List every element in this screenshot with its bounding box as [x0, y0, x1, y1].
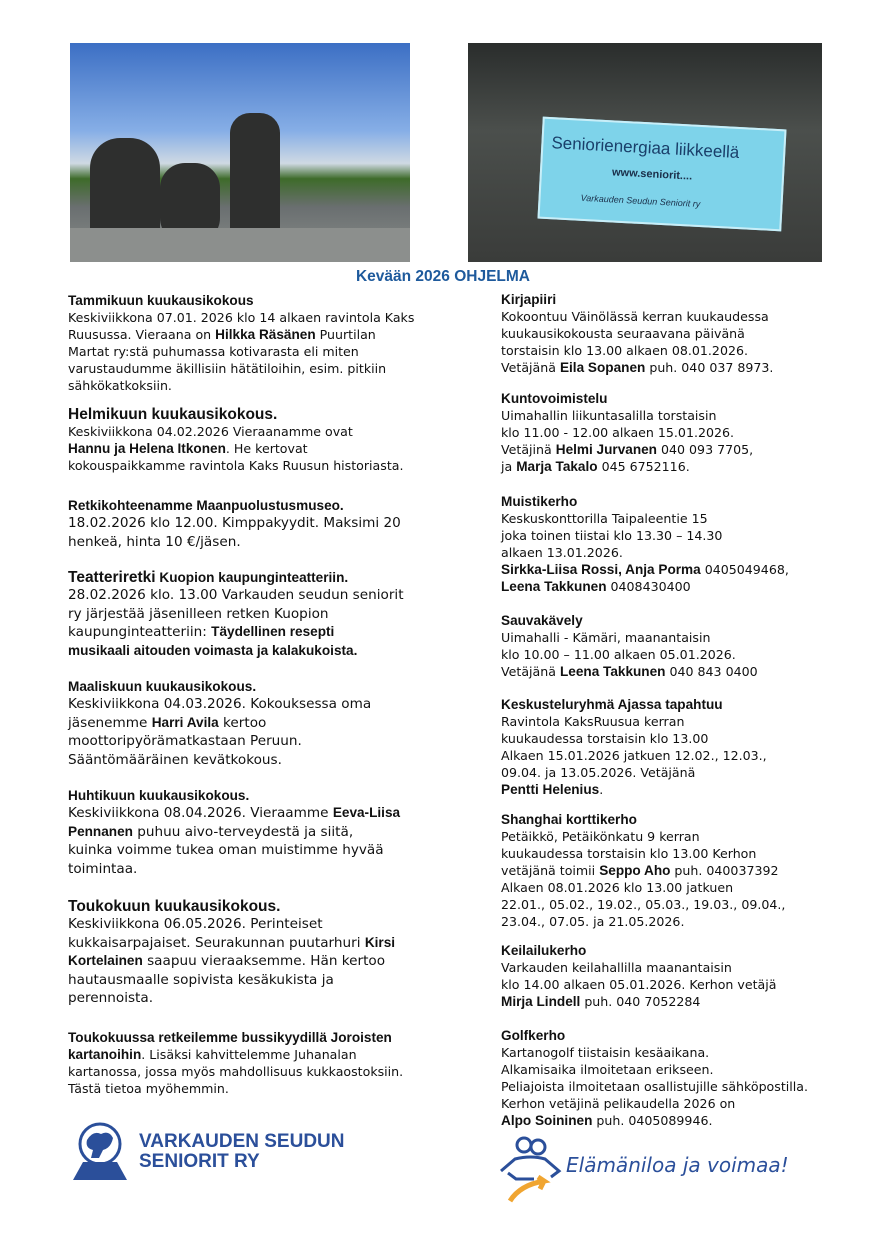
statue-photo [70, 43, 410, 262]
section-text-line [501, 913, 876, 930]
section-text-line [68, 586, 498, 605]
text: saapuu vieraaksemme. Hän kertoo [142, 953, 386, 969]
text: 040 093 7705, [657, 442, 754, 457]
text: Keskiviikkona 07.01. 2026 klo 14 alkaen ravintola Kaks [68, 310, 415, 325]
section-text-line [501, 359, 876, 376]
bold-text: Mirja Lindell [501, 994, 581, 1009]
section-text-line [501, 527, 876, 544]
section-text-line [501, 1061, 876, 1078]
text: hautausmaalle sopivista kesäkukista ja [68, 971, 334, 988]
section-heading [68, 1029, 498, 1046]
text: puh. 0405089946. [592, 1113, 713, 1128]
text: Alkaen 15.01.2026 jatkuen 12.02., 12.03., [501, 748, 767, 763]
program-section [68, 497, 498, 551]
text: Uimahallin liikuntasalilla torstaisin [501, 408, 717, 423]
text: Ravintola KaksRuusua kerran [501, 714, 685, 729]
text: Keskiviikkona 08.04.2026. Vieraamme [68, 805, 333, 821]
text: kukkaisarpajaiset. Seurakunnan puutarhuri [68, 934, 365, 951]
section-heading [501, 1027, 876, 1044]
section-text-line [501, 424, 876, 441]
text: Keskuskonttorilla Taipaleentie 15 [501, 511, 708, 526]
section-heading [501, 390, 876, 407]
section-text-line [501, 458, 876, 475]
program-section [68, 1029, 498, 1097]
section-heading [68, 406, 498, 423]
section-text-line [501, 1095, 876, 1112]
section-text-line [68, 1046, 498, 1063]
text: toimintaa. [68, 860, 138, 877]
section-text-line [68, 860, 498, 879]
text: Martat ry:stä puhumassa kotivarasta eli miten [68, 344, 359, 359]
section-text-line [501, 308, 876, 325]
text: Puurtilan [315, 327, 376, 342]
bold-text: Toukokuussa retkeilemme bussikyydillä Joroisten [68, 1030, 392, 1045]
section-text-line [68, 533, 498, 552]
bold-text: Leena Takkunen [501, 579, 607, 594]
text: joka toinen tiistai klo 13.30 – 14.30 [501, 528, 723, 543]
text: puhuu aivo-terveydestä ja siitä, [132, 823, 354, 840]
section-text-line [501, 1112, 876, 1129]
text: 18.02.2026 klo 12.00. Kimppakyydit. Maksimi 20 [68, 515, 401, 531]
text: jäsenemme [68, 714, 152, 731]
section-text-line [501, 325, 876, 342]
section-text-line [501, 646, 876, 663]
bold-text: Keilailukerho [501, 943, 587, 958]
section-heading [501, 612, 876, 629]
text: kokouspaikkamme ravintola Kaks Ruusun historiasta. [68, 458, 404, 473]
bold-text: kartanoihin [68, 1047, 142, 1062]
section-text-line [501, 342, 876, 359]
section-heading [501, 493, 876, 510]
text: kertoo [218, 714, 267, 731]
section-text-line [68, 841, 498, 860]
section-text-line [501, 845, 876, 862]
section-heading [501, 942, 876, 959]
section-text-line [68, 751, 498, 770]
text: Kokoontuu Väinölässä kerran kuukaudessa [501, 309, 769, 324]
text: Uimahalli - Kämäri, maanantaisin [501, 630, 711, 645]
text: puh. 040 037 8973. [645, 360, 774, 375]
text: kuukaudessa torstaisin klo 13.00 [501, 731, 709, 746]
text: Sääntömääräinen kevätkokous. [68, 751, 282, 768]
section-text-line [501, 713, 876, 730]
text: kartanossa, jossa myös mahdollisuus kukkaostoksiin. [68, 1064, 404, 1079]
section-text-line [68, 642, 498, 661]
text: puh. 040 7052284 [580, 994, 701, 1009]
text: ry järjestää jäsenilleen retken Kuopion [68, 605, 329, 622]
bold-text: Eila Sopanen [559, 360, 646, 375]
program-section [501, 291, 876, 376]
section-text-line [68, 457, 498, 474]
logo-line-1: VARKAUDEN SEUDUN [139, 1131, 345, 1152]
section-heading [68, 678, 498, 695]
section-text-line [501, 993, 876, 1010]
text: klo 14.00 alkaen 05.01.2026. Kerhon vetäjä [501, 977, 777, 992]
section-text-line [501, 959, 876, 976]
bold-text: Helmikuun kuukausikokous. [68, 406, 278, 423]
text: puh. 040037392 [670, 863, 779, 878]
section-text-line [501, 1078, 876, 1095]
sign-text: Seniorienergiaa liikkeellä [550, 133, 740, 163]
section-text-line [501, 629, 876, 646]
bold-text: Kirsi [364, 934, 396, 950]
program-section [501, 942, 876, 1010]
section-text-line [68, 309, 498, 326]
text: vetäjänä toimii [501, 863, 600, 878]
text: henkeä, hinta 10 €/jäsen. [68, 533, 241, 550]
bold-text: Kortelainen [68, 953, 143, 968]
bold-text: Pentti Helenius [501, 782, 600, 797]
bold-text: musikaali aitouden voimasta ja kalakukoista. [68, 642, 358, 658]
text: kuinka voimme tukea oman muistimme hyvää [68, 842, 384, 858]
program-section [501, 811, 876, 930]
section-heading [68, 787, 498, 804]
bold-text: Hilkka Räsänen [215, 327, 316, 342]
program-section [501, 390, 876, 475]
section-text-line [501, 862, 876, 879]
program-section [501, 493, 876, 595]
section-text-line [501, 781, 876, 798]
text: ja [501, 459, 517, 474]
section-text-line [68, 915, 498, 934]
bus-window-photo [468, 43, 822, 262]
section-text-line [68, 823, 498, 842]
bold-text: Retkikohteenamme Maanpuolustusmuseo. [68, 498, 344, 513]
bold-text: Tammikuun kuukausikokous [68, 293, 254, 308]
logo-line-2: SENIORIT RY [139, 1151, 260, 1172]
section-text-line [68, 360, 498, 377]
bold-text: Muistikerho [501, 494, 578, 509]
text: Varkauden keilahallilla maanantaisin [501, 960, 732, 975]
bold-text: Shanghai korttikerho [501, 812, 637, 827]
section-text-line [68, 377, 498, 394]
text: kuukausikokousta seuraavana päivänä [501, 326, 745, 341]
section-text-line [501, 441, 876, 458]
section-heading [501, 811, 876, 828]
section-text-line [501, 1044, 876, 1061]
text: Keskiviikkona 04.02.2026 Vieraanamme ovat [68, 424, 353, 439]
section-text-line [501, 730, 876, 747]
bold-text: Seppo Aho [599, 863, 671, 878]
bold-text: Eeva-Liisa [332, 805, 401, 820]
section-text-line [501, 976, 876, 993]
bold-text: Golfkerho [501, 1028, 566, 1043]
section-text-line [501, 578, 876, 595]
slogan: Elämäniloa ja voimaa! [566, 1153, 789, 1177]
text: 23.04., 07.05. ja 21.05.2026. [501, 914, 685, 929]
section-text-line [501, 663, 876, 680]
bold-text: Hannu ja Helena Itkonen [68, 441, 226, 456]
text: Vetäjänä [501, 360, 560, 375]
section-heading [68, 292, 498, 309]
section-text-line [68, 732, 498, 751]
program-section [68, 569, 498, 660]
text: klo 10.00 – 11.00 alkaen 05.01.2026. [501, 647, 736, 662]
text: 0405049468, [700, 562, 789, 577]
text: Alkamisaika ilmoitetaan erikseen. [501, 1062, 714, 1077]
text: 0408430400 [606, 579, 691, 594]
bold-text: Pennanen [68, 823, 133, 839]
section-text-line [501, 544, 876, 561]
text: 09.04. ja 13.05.2026. Vetäjänä [501, 765, 696, 780]
section-text-line [501, 510, 876, 527]
text: . [599, 782, 604, 797]
section-text-line [68, 423, 498, 440]
bold-text: Teatteriretki [68, 569, 156, 586]
text: 28.02.2026 klo. 13.00 Varkauden seudun seniorit [68, 587, 404, 603]
sign-url: www.seniorit.... [611, 166, 693, 183]
program-section [68, 406, 498, 474]
section-text-line [68, 343, 498, 360]
bold-text: Sirkka-Liisa Rossi, Anja Porma [501, 562, 701, 577]
section-heading [501, 291, 876, 308]
section-text-line [68, 934, 498, 953]
program-section [68, 787, 498, 878]
bold-text: Leena Takkunen [559, 664, 666, 679]
section-text-line [68, 605, 498, 624]
text: klo 11.00 - 12.00 alkaen 15.01.2026. [501, 425, 735, 440]
bold-text: Marja Takalo [516, 459, 598, 474]
section-text-line [68, 326, 498, 343]
section-heading [501, 696, 876, 713]
bold-text: Täydellinen resepti [211, 624, 335, 639]
text: perennoista. [68, 990, 154, 1006]
text: Ruusussa. Vieraana on [68, 327, 216, 342]
section-text-line [68, 1080, 498, 1097]
program-section [501, 696, 876, 798]
section-text-line [68, 989, 498, 1008]
section-text-line [68, 695, 498, 714]
text: Peliajoista ilmoitetaan osallistujille sähköpostilla. [501, 1079, 808, 1094]
text: 22.01., 05.02., 19.02., 05.03., 19.03., 09.04., [501, 897, 786, 912]
page-title: Kevään 2026 OHJELMA [355, 268, 531, 285]
text: varustaudumme äkillisiin hätätiloihin, esim. pitkiin [68, 361, 387, 376]
section-text-line [501, 828, 876, 845]
text: Keskiviikkona 04.03.2026. Kokouksessa oma [68, 696, 372, 712]
program-section [501, 1027, 876, 1129]
text: Alkaen 08.01.2026 klo 13.00 jatkuen [501, 880, 734, 895]
bold-text: Kirjapiiri [501, 292, 557, 307]
section-text-line [501, 747, 876, 764]
text: . Lisäksi kahvittelemme Juhanalan [141, 1047, 357, 1062]
text: Keskiviikkona 06.05.2026. Perinteiset [68, 916, 323, 932]
program-section [68, 292, 498, 394]
section-heading [68, 569, 498, 586]
people-embrace-icon [496, 1135, 566, 1205]
bold-text: Helmi Jurvanen [555, 442, 657, 457]
text: sähkökatkoksiin. [68, 378, 172, 393]
text: Vetäjinä [501, 442, 556, 457]
bold-text: Keskusteluryhmä Ajassa tapahtuu [501, 697, 723, 712]
text: Tästä tietoa myöhemmin. [68, 1081, 229, 1096]
program-section [68, 898, 498, 1008]
elamaniloa-logo [496, 1135, 826, 1205]
program-section [501, 612, 876, 680]
text: torstaisin klo 13.00 alkaen 08.01.2026. [501, 343, 748, 358]
section-text-line [501, 407, 876, 424]
text: 045 6752116. [597, 459, 690, 474]
section-text-line [501, 896, 876, 913]
section-heading [68, 898, 498, 915]
section-text-line [68, 514, 498, 533]
section-text-line [501, 561, 876, 578]
text: kuukaudessa torstaisin klo 13.00 Kerhon [501, 846, 757, 861]
bold-text: Alpo Soininen [501, 1113, 593, 1128]
bus-sign [537, 117, 786, 232]
bold-text: Maaliskuun kuukausikokous. [68, 679, 257, 694]
text: Kartanogolf tiistaisin kesäaikana. [501, 1045, 710, 1060]
text: 040 843 0400 [665, 664, 758, 679]
sign-footer: Varkauden Seudun Seniorit ry [580, 192, 701, 210]
section-heading [68, 497, 498, 514]
text: Kerhon vetäjinä pelikaudella 2026 on [501, 1096, 736, 1111]
program-section [68, 678, 498, 769]
bold-text: Sauvakävely [501, 613, 583, 628]
section-text-line [68, 804, 498, 823]
lion-emblem-icon [69, 1120, 131, 1182]
text: Petäikkö, Petäikönkatu 9 kerran [501, 829, 700, 844]
text: kaupunginteatteriin: [68, 624, 212, 640]
varkauden-seniorit-logo [69, 1120, 369, 1182]
section-text-line [501, 879, 876, 896]
text: . He kertovat [225, 441, 308, 456]
section-text-line [68, 971, 498, 990]
section-text-line [68, 714, 498, 733]
text: Vetäjänä [501, 664, 560, 679]
bold-text: Harri Avila [151, 714, 219, 730]
bold-text: Kuntovoimistelu [501, 391, 608, 406]
bold-text: Huhtikuun kuukausikokous. [68, 788, 250, 803]
section-text-line [68, 952, 498, 971]
bold-text: Kuopion kaupunginteatteriin. [155, 570, 349, 585]
text: alkaen 13.01.2026. [501, 545, 623, 560]
text: moottoripyörämatkastaan Peruun. [68, 733, 302, 749]
section-text-line [68, 440, 498, 457]
section-text-line [68, 1063, 498, 1080]
section-text-line [68, 623, 498, 642]
section-text-line [501, 764, 876, 781]
bold-text: Toukokuun kuukausikokous. [68, 898, 281, 915]
